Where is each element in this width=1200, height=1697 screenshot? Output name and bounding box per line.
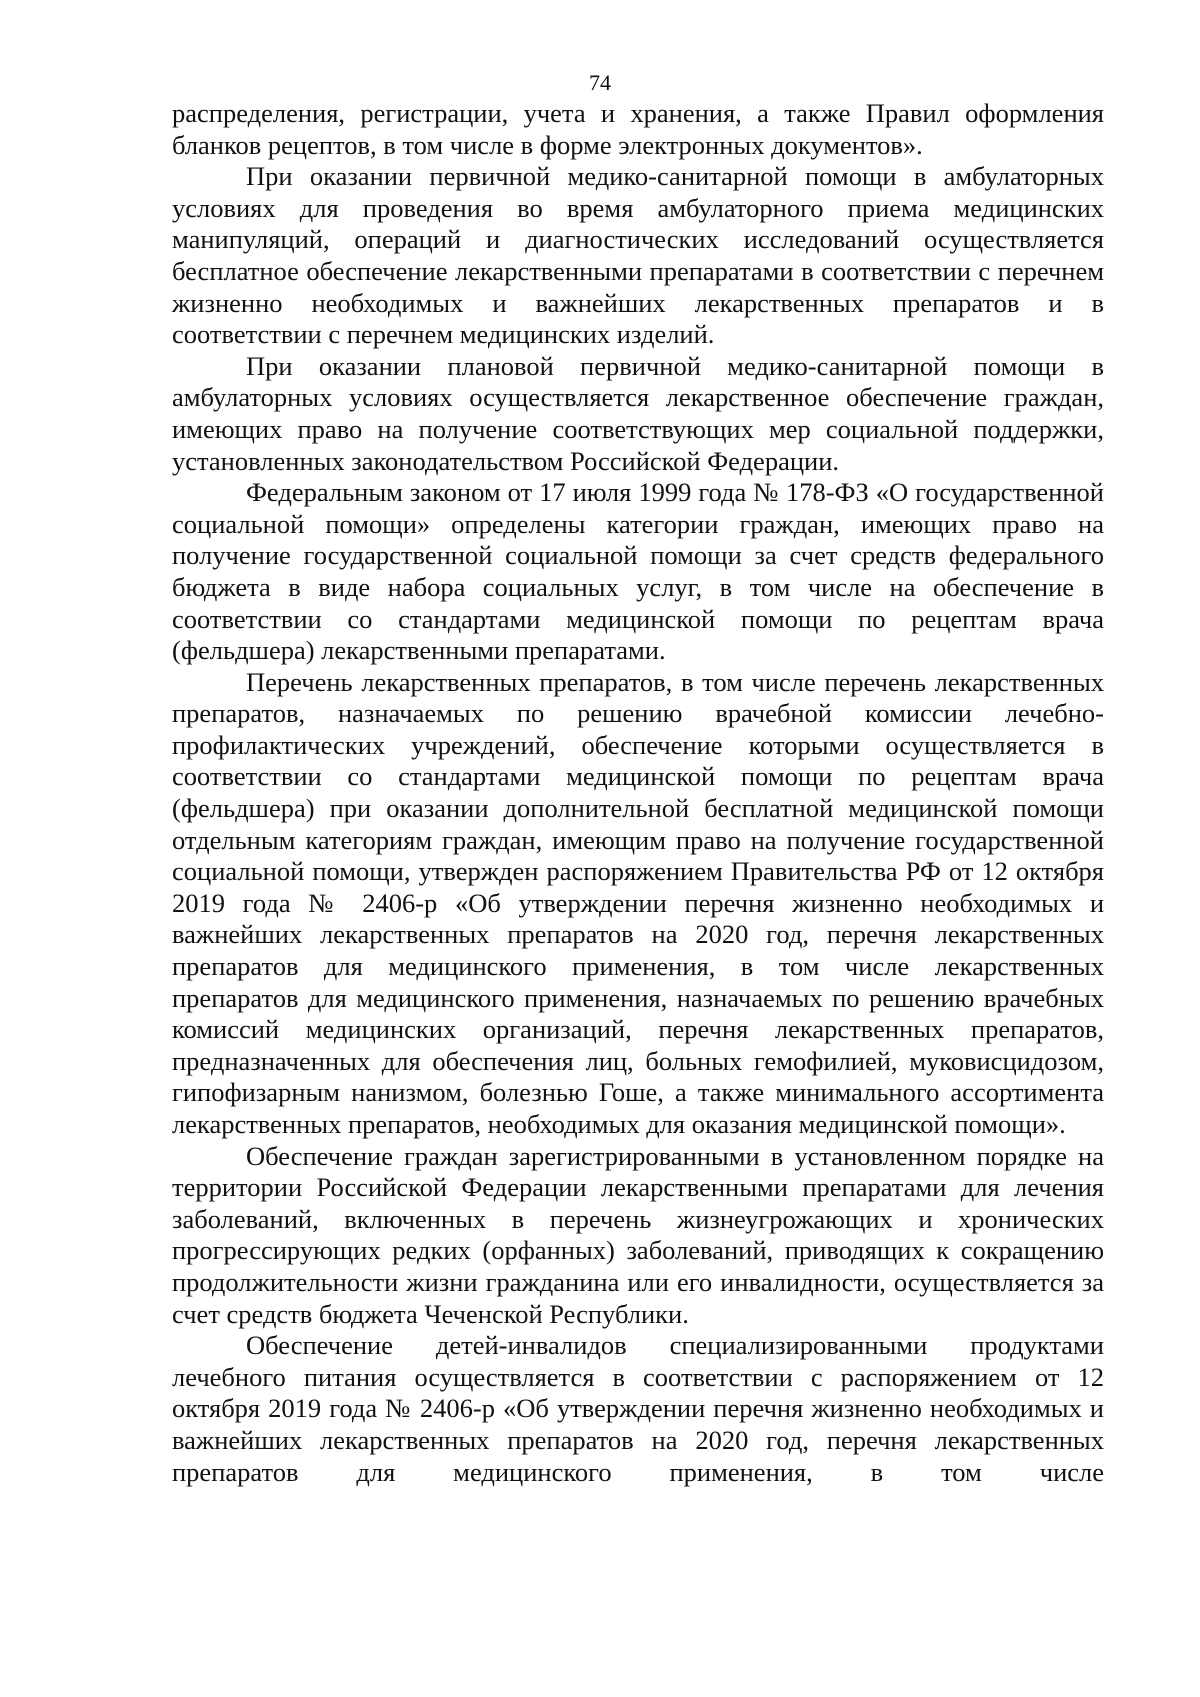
paragraph-federal-law-178: Федеральным законом от 17 июля 1999 года № 178-ФЗ «О государственной социальной помощи» определены категории граждан, имеющих право на получение государственной социальной помощи за счет средств федерального бюджета в виде набора социальных услуг, в том числе на обеспечение в соответствии со стандартами медицинской помощи по рецептам врача (фельдшера) лекарственными препаратами. bbox=[172, 477, 1104, 666]
paragraph-planned-primary-care: При оказании плановой первичной медико-санитарной помощи в амбулаторных условиях осуществляется лекарственное обеспечение граждан, имеющих право на получение соответствующих мер социальной поддержки, установленных законодательством Российской Федерации. bbox=[172, 350, 1104, 476]
paragraph-drug-list-order-2406: Перечень лекарственных препаратов, в том числе перечень лекарственных препаратов, назначаемых по решению врачебной комиссии лечебно-профилактических учреждений, обеспечение которыми осуществляется в соответствии со стандартами медицинской помощи по рецептам врача (фельдшера) при оказании дополнительной бесплатной медицинской помощи отдельным категориям граждан, имеющим право на получение государственной социальной помощи, утвержден распоряжением Правительства РФ от 12 октября 2019 года № 2406-р «Об утверждении перечня жизненно необходимых и важнейших лекарственных препаратов на 2020 год, перечня лекарственных препаратов для медицинского применения, в том числе лекарственных препаратов для медицинского применения, назначаемых по решению врачебных комиссий медицинских организаций, перечня лекарственных препаратов, предназначенных для обеспечения лиц, больных гемофилией, муковисцидозом, гипофизарным нанизмом, болезнью Гоше, а также минимального ассортимента лекарственных препаратов, необходимых для оказания медицинской помощи». bbox=[172, 666, 1104, 1139]
paragraph-orphan-diseases: Обеспечение граждан зарегистрированными в установленном порядке на территории Российской Федерации лекарственными препаратами для лечения заболеваний, включенных в перечень жизнеугрожающих и хронических прогрессирующих редких (орфанных) заболеваний, приводящих к сокращению продолжительности жизни гражданина или его инвалидности, осуществляется за счет средств бюджета Чеченской Республики. bbox=[172, 1140, 1104, 1329]
paragraph-disabled-children-nutrition: Обеспечение детей-инвалидов специализированными продуктами лечебного питания осуществляется в соответствии с распоряжением от 12 октября 2019 года № 2406-р «Об утверждении перечня жизненно необходимых и важнейших лекарственных препаратов на 2020 год, перечня лекарственных препаратов для медицинского применения, в том числе bbox=[172, 1330, 1104, 1487]
paragraph-continuation: распределения, регистрации, учета и хранения, а также Правил оформления бланков рецептов, в том числе в форме электронных документов». bbox=[172, 98, 1104, 160]
paragraph-primary-care-manipulations: При оказании первичной медико-санитарной помощи в амбулаторных условиях для проведения во время амбулаторного приема медицинских манипуляций, операций и диагностических исследований осуществляется бесплатное обеспечение лекарственными препаратами в соответствии с перечнем жизненно необходимых и важнейших лекарственных препаратов и в соответствии с перечнем медицинских изделий. bbox=[172, 161, 1104, 350]
document-body bbox=[172, 98, 1104, 1488]
page-number: 74 bbox=[589, 70, 611, 95]
